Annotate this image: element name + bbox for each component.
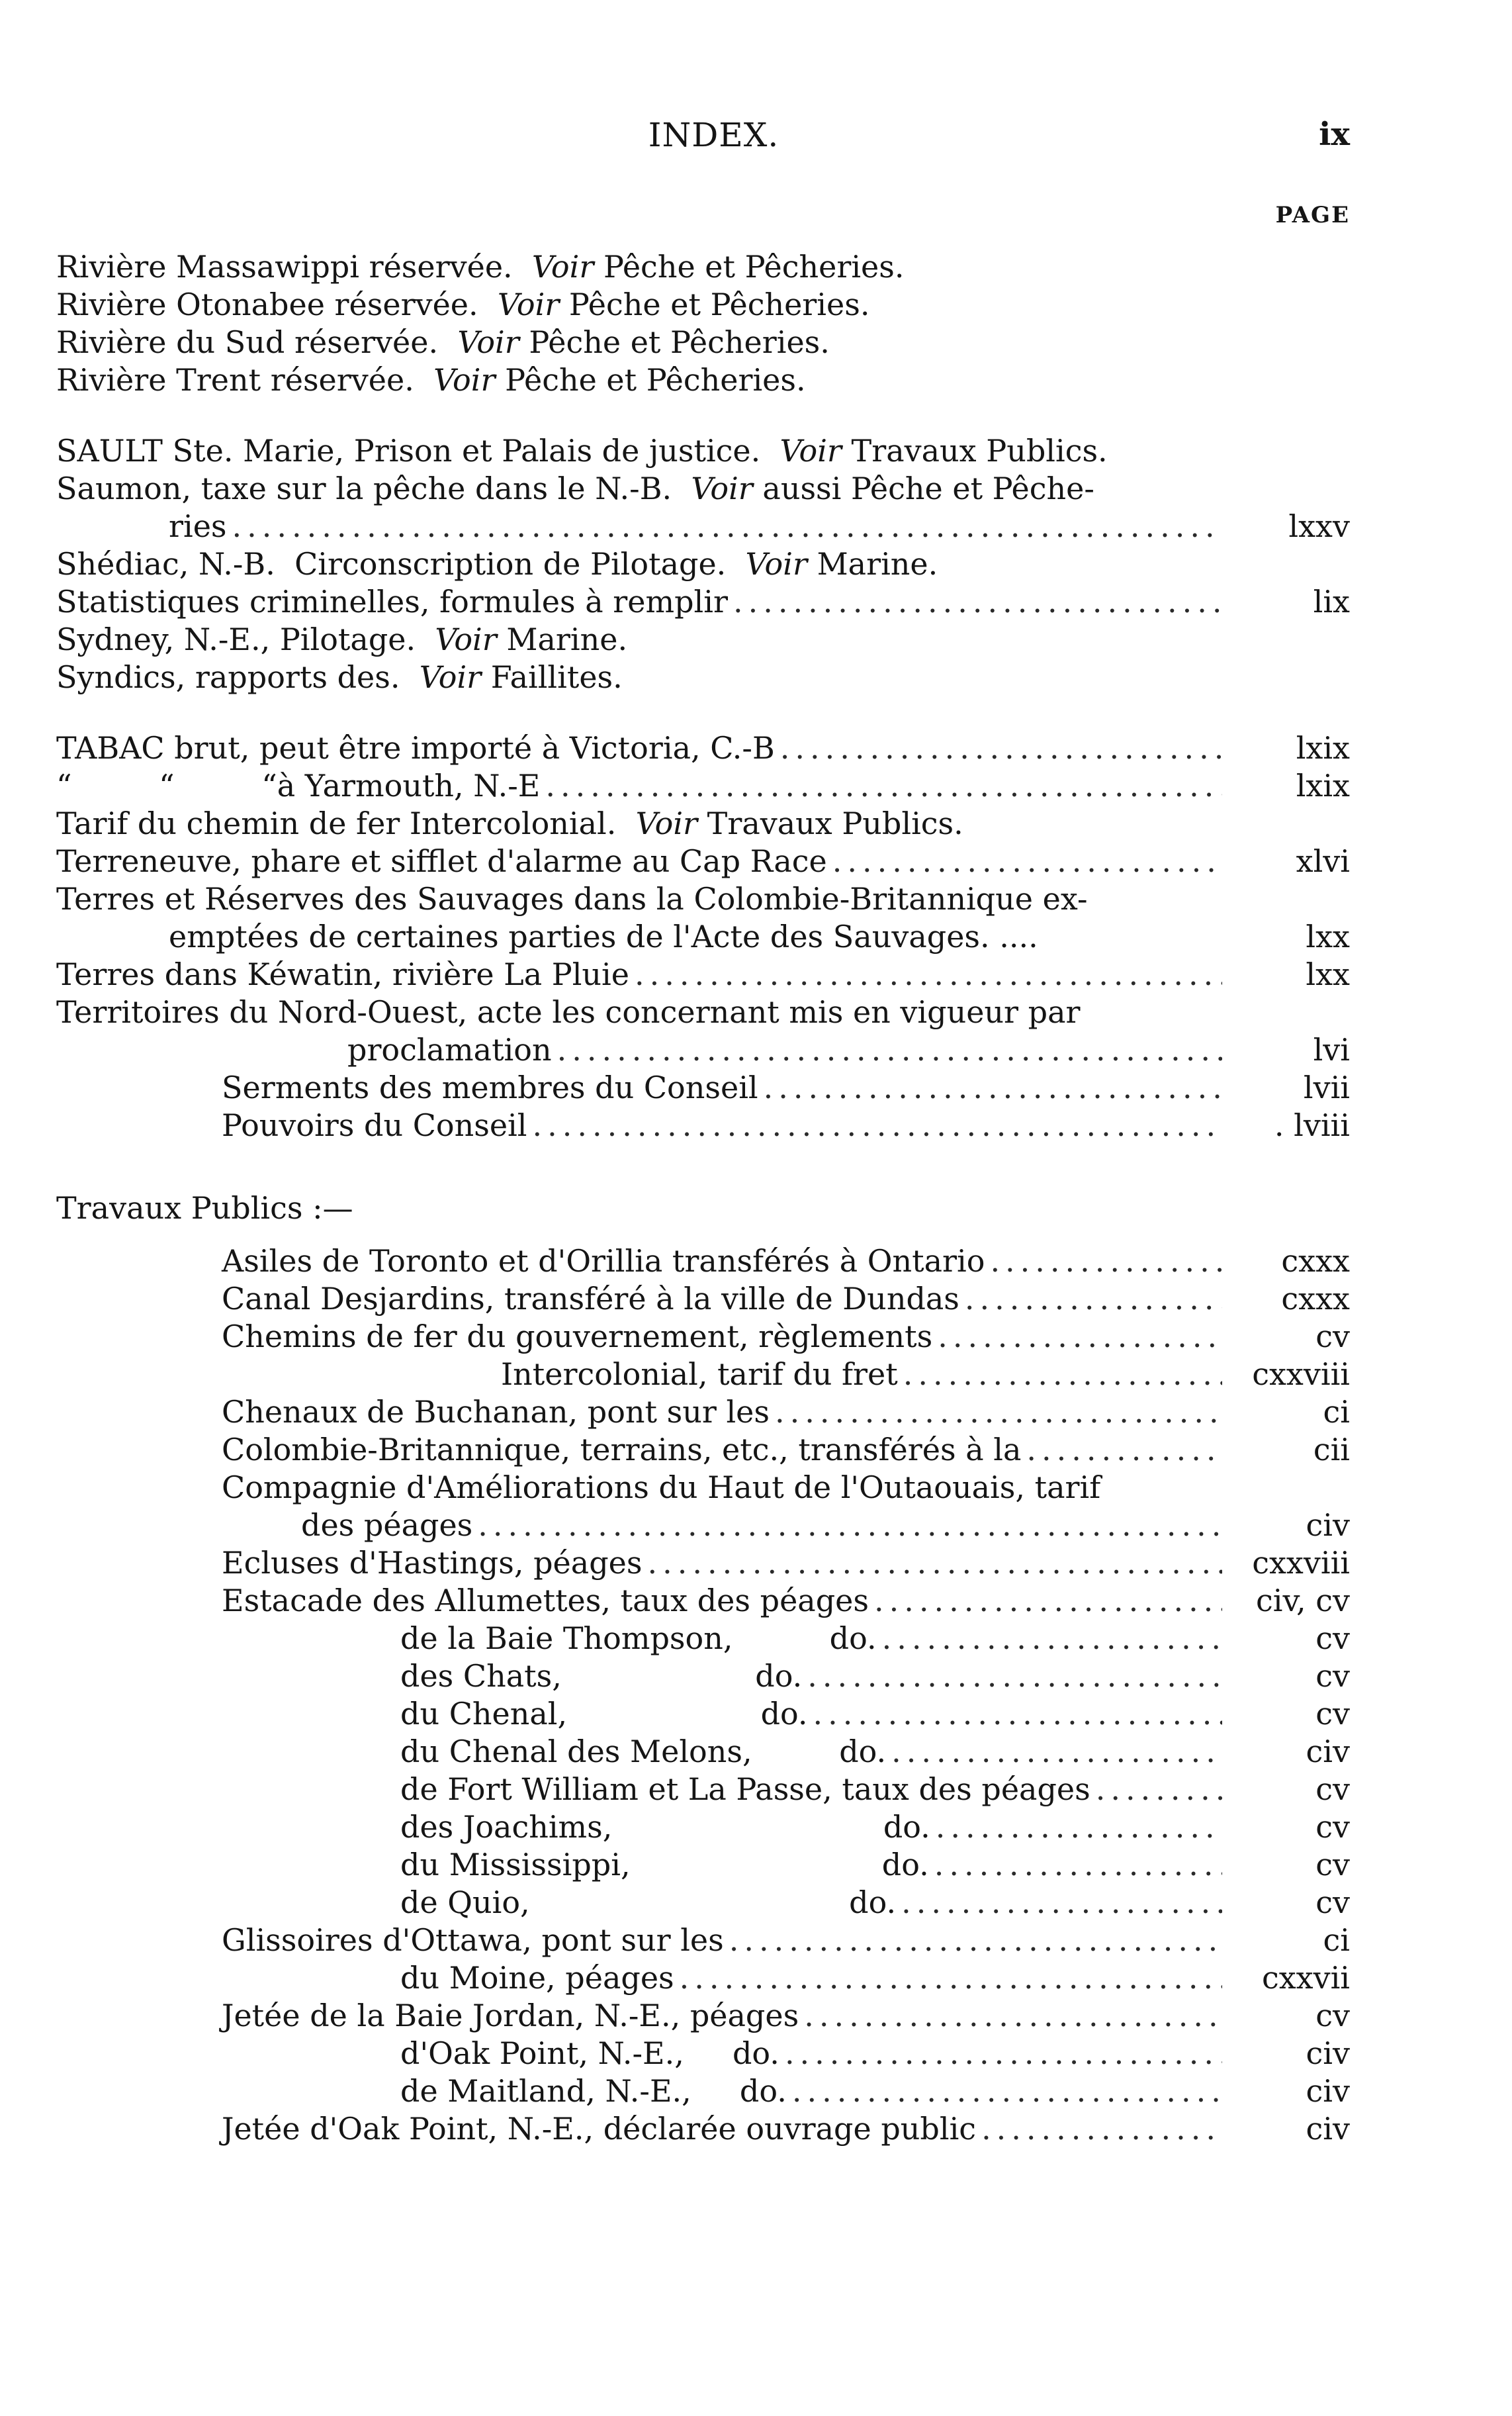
index-entry: proclamation ..... lvi (56, 1031, 1350, 1069)
index-entry: ries ..... lxxv (56, 508, 1350, 545)
index-entry: Territoires du Nord-Ouest, acte les concernant mis en vigueur par (56, 994, 1081, 1030)
index-entry: de Quio, do. ..... cv (56, 1884, 1350, 1922)
index-entry: du Moine, péages ..... cxxvii (56, 1959, 1350, 1997)
index-entry: Glissoires d'Ottawa, pont sur les ..... ci (56, 1922, 1350, 1959)
dot-leader (903, 1356, 1222, 1393)
index-entry: SAULT Ste. Marie, Prison et Palais de justice. Voir Travaux Publics. (56, 433, 1108, 469)
index-entry: Compagnie d'Améliorations du Haut de l'Outaouais, tarif (222, 1469, 1101, 1505)
index-entry: Jetée d'Oak Point, N.-E., déclarée ouvrage public ..... civ (56, 2110, 1350, 2148)
index-entry: des péages ..... civ (56, 1507, 1350, 1544)
page-title: INDEX. (648, 116, 779, 154)
index-entry: TABAC brut, peut être importé à Victoria, C.-B ..... lxix (56, 729, 1350, 767)
dot-leader (680, 1959, 1222, 1997)
index-entry: emptées de certaines parties de l'Acte des Sauvages. .... lxx (169, 919, 1350, 954)
index-entry: Terres et Réserves des Sauvages dans la Colombie-Britannique ex- (56, 881, 1088, 917)
index-entry: du Chenal des Melons, do. ..... civ (56, 1733, 1350, 1771)
dot-leader (882, 1620, 1222, 1657)
index-entry: Tarif du chemin de fer Intercolonial. Voir Travaux Publics. (56, 806, 963, 841)
page-number: ix (1319, 116, 1350, 153)
dot-leader (729, 1922, 1222, 1959)
index-entry: Intercolonial, tarif du fret ..... cxxviii (56, 1356, 1350, 1393)
index-entry: Terreneuve, phare et sifflet d'alarme au Cap Race ..... xlvi (56, 843, 1350, 880)
dot-leader (981, 2110, 1222, 2148)
dot-leader (545, 767, 1222, 805)
index-entry: Shédiac, N.-B. Circonscription de Pilotage. Voir Marine. (56, 546, 938, 582)
dot-leader (807, 1657, 1222, 1695)
page-column-label: PAGE (1275, 202, 1350, 228)
dot-leader (635, 956, 1222, 994)
index-entry: Estacade des Allumettes, taux des péages ..... civ, cv (56, 1582, 1350, 1620)
index-entry: Statistiques criminelles, formules à remplir ..... lix (56, 583, 1350, 621)
index-list (56, 248, 1350, 2148)
index-entry: Canal Desjardins, transféré à la ville de Dundas ..... cxxx (56, 1280, 1350, 1318)
dot-leader (532, 1107, 1222, 1144)
dot-leader (891, 1733, 1222, 1771)
dot-leader (990, 1242, 1222, 1280)
index-entry: des Joachims, do. ..... cv (56, 1808, 1350, 1846)
index-entry: “ “ “ à Yarmouth, N.-E ..... lxix (56, 767, 1350, 805)
dot-leader (936, 1808, 1222, 1846)
index-entry: de la Baie Thompson, do. ..... cv (56, 1620, 1350, 1657)
index-entry: Syndics, rapports des. Voir Faillites. (56, 659, 623, 695)
index-entry: Sydney, N.-E., Pilotage. Voir Marine. (56, 622, 628, 657)
dot-leader (775, 1393, 1222, 1431)
dot-leader (965, 1280, 1222, 1318)
dot-leader (813, 1695, 1222, 1733)
index-entry: Serments des membres du Conseil ..... lvii (56, 1069, 1350, 1107)
dot-leader (780, 729, 1222, 767)
index-entry: Saumon, taxe sur la pêche dans le N.-B. Voir aussi Pêche et Pêche- (56, 471, 1094, 506)
page-header (0, 116, 1512, 169)
dot-leader (792, 2072, 1222, 2110)
index-entry: Terres dans Kéwatin, rivière La Pluie ..... lxx (56, 956, 1350, 994)
index-entry: Chemins de fer du gouvernement, règlements ..... cv (56, 1318, 1350, 1356)
index-entry: Rivière Otonabee réservée. Voir Pêche et Pêcheries. (56, 287, 870, 322)
index-entry: Pouvoirs du Conseil ..... . lviii (56, 1107, 1350, 1144)
dot-leader (901, 1884, 1222, 1922)
dot-leader (938, 1318, 1222, 1356)
index-entry: Jetée de la Baie Jordan, N.-E., péages ..... cv (56, 1997, 1350, 2035)
section-heading: Travaux Publics :— (56, 1190, 353, 1226)
dot-leader (557, 1031, 1222, 1069)
index-entry: de Fort William et La Passe, taux des péages ..... cv (56, 1771, 1350, 1808)
dot-leader (647, 1544, 1222, 1582)
index-entry: Rivière Massawippi réservée. Voir Pêche et Pêcheries. (56, 249, 905, 285)
dot-leader (832, 843, 1222, 880)
dot-leader (1026, 1431, 1222, 1469)
index-entry: des Chats, do. ..... cv (56, 1657, 1350, 1695)
index-entry: Chenaux de Buchanan, pont sur les ..... ci (56, 1393, 1350, 1431)
index-entry: du Mississippi, do. ..... cv (56, 1846, 1350, 1884)
index-entry: Rivière Trent réservée. Voir Pêche et Pêcheries. (56, 362, 806, 398)
index-entry: Ecluses d'Hastings, péages ..... cxxviii (56, 1544, 1350, 1582)
dot-leader (934, 1846, 1222, 1884)
index-entry: d'Oak Point, N.-E., do. ..... civ (56, 2035, 1350, 2072)
dot-leader (232, 508, 1222, 545)
dot-leader (764, 1069, 1222, 1107)
dot-leader (478, 1507, 1222, 1544)
dot-leader (874, 1582, 1222, 1620)
index-entry: Asiles de Toronto et d'Orillia transférés à Ontario ..... cxxx (56, 1242, 1350, 1280)
ditto-marks: “ “ “ (56, 768, 277, 804)
dot-leader (804, 1997, 1222, 2035)
dot-leader (1096, 1771, 1222, 1808)
dot-leader (733, 583, 1222, 621)
index-entry: de Maitland, N.-E., do. ..... civ (56, 2072, 1350, 2110)
index-entry: du Chenal, do. ..... cv (56, 1695, 1350, 1733)
index-entry: Colombie-Britannique, terrains, etc., transférés à la ..... cii (56, 1431, 1350, 1469)
index-entry: Rivière du Sud réservée. Voir Pêche et Pêcheries. (56, 324, 830, 360)
dot-leader (785, 2035, 1222, 2072)
